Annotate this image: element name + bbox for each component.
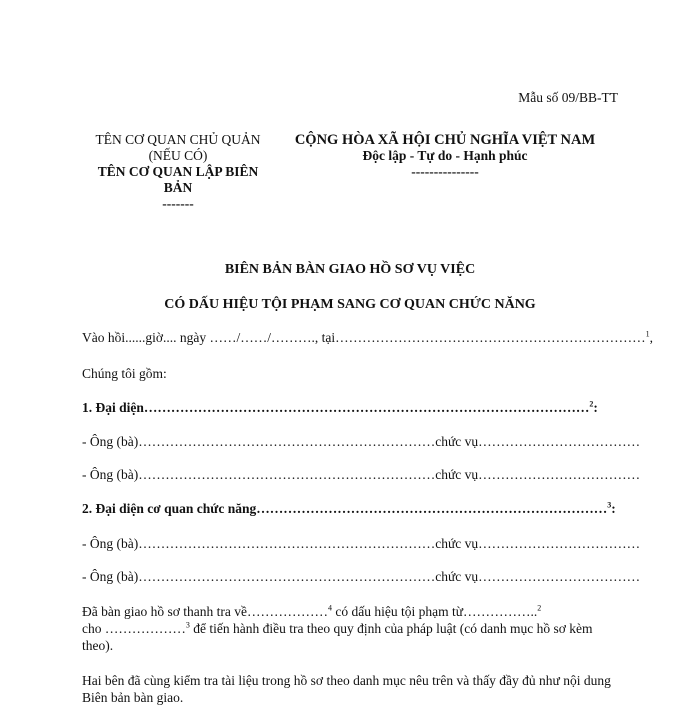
footnote-ref: 3 xyxy=(607,500,612,510)
we-are-line: Chúng tôi gồm: xyxy=(82,366,167,381)
nation-motto: Độc lập - Tự do - Hạnh phúc xyxy=(362,148,528,163)
parent-agency-line2: (NẾU CÓ) xyxy=(148,148,208,163)
time-place-line xyxy=(82,330,653,346)
parent-agency-line1: TÊN CƠ QUAN CHỦ QUẢN xyxy=(95,132,261,147)
footnote-ref: 2 xyxy=(589,399,594,409)
handover-text-2: có dấu hiệu tội phạm từ…………….. xyxy=(331,604,538,619)
section2-heading xyxy=(82,501,616,517)
issuing-agency-line1: TÊN CƠ QUAN LẬP BIÊN xyxy=(97,164,259,179)
handover-text-1: Đã bàn giao hồ sơ thanh tra về……………… xyxy=(82,604,328,619)
agency-divider: ------- xyxy=(162,196,194,211)
nation-name: CỘNG HÒA XÃ HỘI CHỦ NGHĨA VIỆT NAM xyxy=(294,132,596,148)
section2-label: 2. Đại diện cơ quan chức năng…………………………………………………………………… xyxy=(82,501,608,516)
national-header xyxy=(288,132,602,180)
time-place-text: Vào hồi......giờ.... ngày ……/……/………., tại…………………………………………………………… xyxy=(82,330,646,345)
handover-text-4: để tiến hành điều tra theo quy định của pháp luật (có danh mục hồ sơ kèm theo). xyxy=(82,621,593,653)
handover-paragraph xyxy=(82,603,622,654)
section1-heading xyxy=(82,400,598,416)
time-place-end: , xyxy=(649,330,653,345)
section1-end: : xyxy=(593,400,598,415)
document-title-line2: CÓ DẤU HIỆU TỘI PHẠM SANG CƠ QUAN CHỨC NĂNG xyxy=(164,297,536,312)
document-title-line1: BIÊN BẢN BÀN GIAO HỒ SƠ VỤ VIỆC xyxy=(224,262,476,277)
issuing-agency-line2: BẢN xyxy=(163,180,193,195)
footnote-ref: 1 xyxy=(645,329,650,339)
person-line: - Ông (bà)…………………………………………………………chức vụ……………………………… xyxy=(82,569,641,584)
handover-text-3: cho ……………… xyxy=(82,621,186,636)
person-line: - Ông (bà)…………………………………………………………chức vụ……………………………… xyxy=(82,536,641,551)
footnote-ref: 4 xyxy=(327,603,332,613)
verification-paragraph: Hai bên đã cùng kiểm tra tài liệu trong hồ sơ theo danh mục nêu trên và thấy đầy đủ như nội dung Biên bản bàn giao. xyxy=(82,673,611,705)
section2-end: : xyxy=(611,501,616,516)
person-line: - Ông (bà)…………………………………………………………chức vụ……………………………… xyxy=(82,467,641,482)
agency-header xyxy=(78,132,278,212)
footnote-ref: 3 xyxy=(185,620,190,630)
section1-label: 1. Đại diện……………………………………………………………………………………… xyxy=(82,400,590,415)
person-line: - Ông (bà)…………………………………………………………chức vụ……………………………… xyxy=(82,434,641,449)
form-code: Mẫu số 09/BB-TT xyxy=(518,90,618,105)
nation-divider: --------------- xyxy=(411,164,479,179)
footnote-ref: 2 xyxy=(537,603,542,613)
